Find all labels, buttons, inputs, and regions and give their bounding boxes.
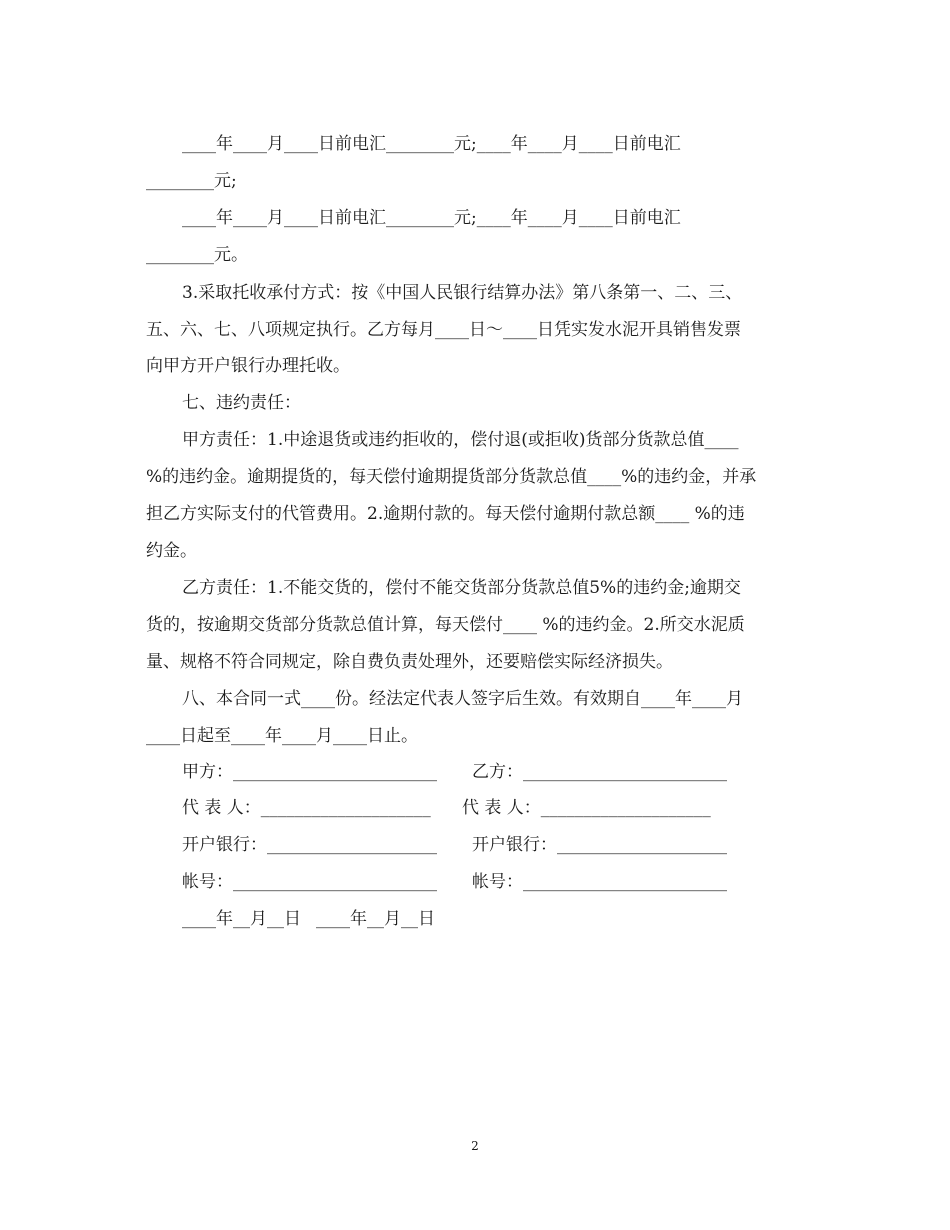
party-b-liability-line: 乙方责任：1.不能交货的，偿付不能交货部分货款总值5%的违约金;逾期交 (182, 578, 741, 598)
party-a-account-field: 帐号：________________________ (182, 872, 437, 892)
party-a-signature-field: 甲方：________________________ (182, 762, 437, 782)
contract-term-line: ____日起至____年____月____日止。 (146, 726, 418, 746)
party-b-liability-line: 量、规格不符合同规定，除自费负责处理外，还要赔偿实际经济损失。 (146, 652, 673, 672)
contract-term-line: 八、本合同一式____份。经法定代表人签字后生效。有效期自____年____月 (182, 689, 743, 709)
party-a-liability-line: 约金。 (146, 541, 197, 561)
collection-clause-line: 3.采取托收承付方式：按《中国人民银行结算办法》第八条第一、二、三、 (182, 283, 743, 303)
party-b-date-field: ____年__月__日 (316, 909, 435, 929)
payment-schedule-line: ________元; (146, 171, 237, 191)
party-a-representative-field: 代 表 人：____________________ (182, 798, 431, 818)
payment-schedule-line: ____年____月____日前电汇________元;____年____月____日前电汇 (182, 134, 681, 154)
party-b-signature-field: 乙方：________________________ (472, 762, 727, 782)
party-b-liability-line: 货的，按逾期交货部分货款总值计算，每天偿付____ %的违约金。2.所交水泥质 (146, 615, 745, 635)
party-a-liability-line: 甲方责任：1.中途退货或违约拒收的，偿付退(或拒收)货部分货款总值____ (182, 430, 739, 450)
page-number: 2 (471, 1139, 479, 1153)
party-a-date-field: ____年__月__日 (182, 909, 301, 929)
payment-schedule-line: ________元。 (146, 245, 248, 265)
section-heading-breach: 七、违约责任： (182, 393, 301, 413)
party-b-account-field: 帐号：________________________ (472, 872, 727, 892)
party-a-bank-field: 开户银行：____________________ (182, 835, 437, 855)
party-b-representative-field: 代 表 人：____________________ (462, 798, 711, 818)
collection-clause-line: 向甲方开户银行办理托收。 (146, 356, 350, 376)
party-b-bank-field: 开户银行：____________________ (472, 835, 727, 855)
payment-schedule-line: ____年____月____日前电汇________元;____年____月____日前电汇 (182, 208, 681, 228)
party-a-liability-line: 担乙方实际支付的代管费用。2.逾期付款的。每天偿付逾期付款总额____ %的违 (146, 504, 745, 524)
party-a-liability-line: %的违约金。逾期提货的，每天偿付逾期提货部分货款总值____%的违约金，并承 (146, 467, 757, 487)
collection-clause-line: 五、六、七、八项规定执行。乙方每月____日～____日凭实发水泥开具销售发票 (146, 320, 741, 340)
